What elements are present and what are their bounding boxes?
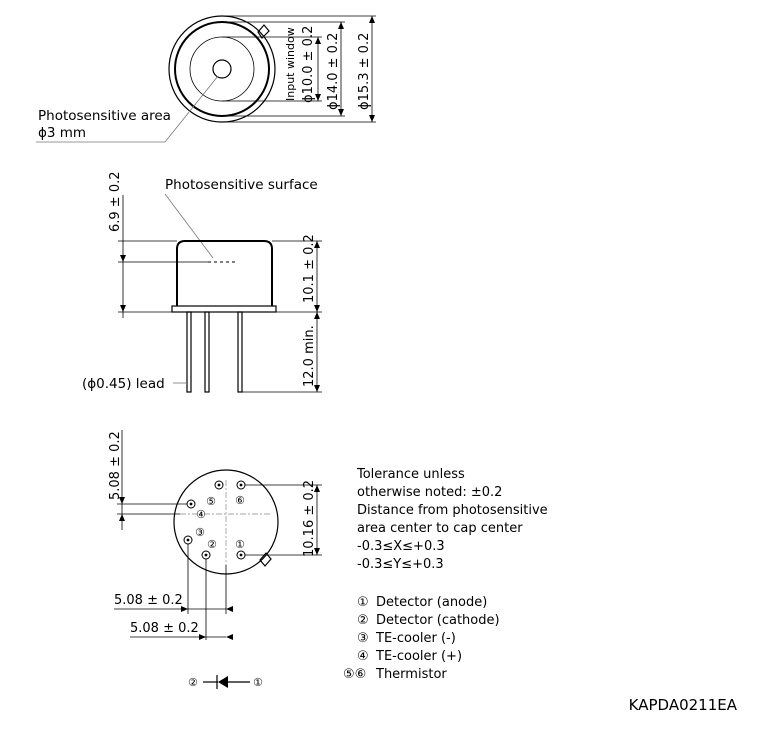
top-cap-outline [175,22,269,116]
input-window-dim: ϕ10.0 ± 0.2 [301,25,316,103]
legend-mark: ④ [357,649,369,664]
horizontal-dim-upper: 5.08 ± 0.2 [114,593,183,608]
surface-height-dim: 6.9 ± 0.2 [108,171,123,232]
diode-symbol [188,675,263,689]
photosensitive-area-label: Photosensitive area [38,108,171,124]
photosensitive-surface-leader [165,194,213,258]
cap-diameter-dim: ϕ14.0 ± 0.2 [326,32,341,110]
top-photosensitive-area [213,60,231,78]
legend-mark: ① [357,595,369,610]
pin-number-6: ⑥ [235,494,245,507]
pin-number-5: ⑤ [206,495,216,508]
note-line: Distance from photosensitive [357,503,548,518]
legend-mark: ③ [357,631,369,646]
cap-height-dim: 10.1 ± 0.2 [302,234,317,303]
flange-diameter-dim: ϕ15.3 ± 0.2 [357,32,372,110]
legend-text: TE-cooler (+) [376,649,463,664]
pin-legend [343,595,500,682]
top-input-window [190,37,254,101]
photosensitive-surface-label: Photosensitive surface [165,177,318,193]
side-leads [187,312,242,392]
pin-number-1: ① [235,538,245,551]
side-view [82,171,322,392]
legend-text: Thermistor [376,667,447,682]
legend-text: TE-cooler (-) [376,631,456,646]
drawing-code: KAPDA0211EA [628,696,737,714]
note-line: -0.3≤X≤+0.3 [357,539,445,554]
pin-offset-dim: 5.08 ± 0.2 [108,431,123,500]
lead-label: (ϕ0.45) lead [82,376,165,392]
side-flange [172,306,276,312]
legend-mark: ② [357,613,369,628]
note-line: area center to cap center [357,521,523,536]
bottom-view [108,430,322,640]
legend-text: Detector (cathode) [376,613,500,628]
photosensitive-area-size: ϕ3 mm [38,125,87,141]
pin-row-dim: 10.16 ± 0.2 [302,479,317,557]
lead-length-dim: 12.0 min. [302,325,317,387]
horizontal-dim-lower: 5.08 ± 0.2 [130,621,199,636]
pin-number-2: ② [207,538,217,551]
diode-right-pin: ① [253,676,263,689]
note-line: otherwise noted: ±0.2 [357,485,503,500]
input-window-label: Input window [284,27,297,101]
pin-number-4: ④ [196,508,206,521]
top-flange-outline [169,16,275,122]
legend-mark: ⑤⑥ [343,667,367,682]
diode-left-pin: ② [188,676,198,689]
side-cap [177,241,272,306]
top-view [36,16,376,142]
note-line: Tolerance unless [357,467,465,482]
legend-text: Detector (anode) [376,595,488,610]
tolerance-notes [356,467,548,572]
pin-number-3: ③ [195,526,205,539]
note-line: -0.3≤Y≤+0.3 [357,557,444,572]
